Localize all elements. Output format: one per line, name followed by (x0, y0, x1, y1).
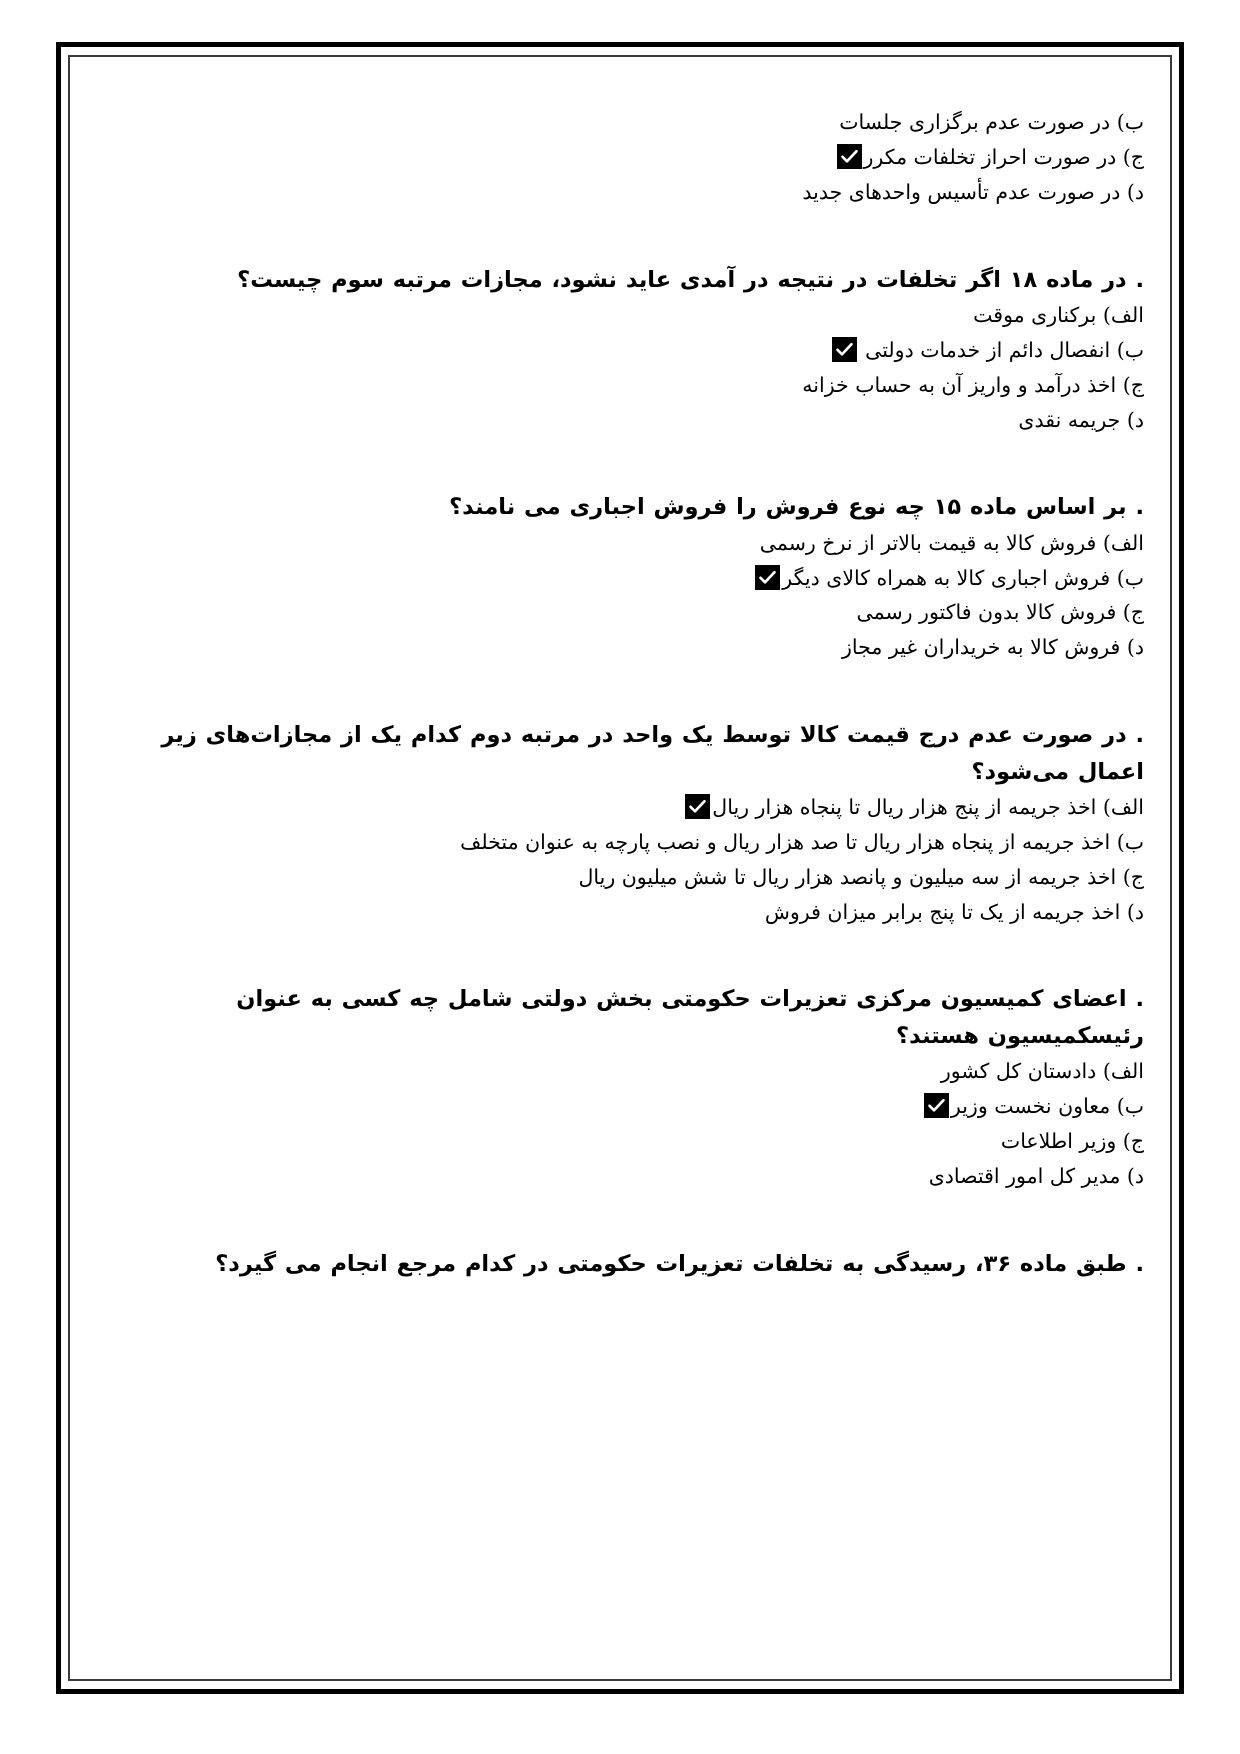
option-row (96, 895, 1144, 930)
option-row (96, 368, 1144, 403)
question-text: . طبق ماده ۳۶، رسیدگی به تخلفات تعزیرات حکومتی در کدام مرجع انجام می گیرد؟ (215, 1250, 1144, 1277)
option-label: الف) دادستان کل کشور (940, 1059, 1144, 1084)
spacer (96, 665, 1144, 717)
option-row (96, 630, 1144, 665)
question-block-q1 (96, 262, 1144, 438)
option-row (96, 105, 1144, 140)
option-label: ج) فروش کالا بدون فاکتور رسمی (856, 600, 1144, 625)
question-text: . اعضای کمیسیون مرکزی تعزیرات حکومتی بخش دولتی شامل چه کسی به عنوان رئیسکمیسیون هستند؟ (236, 986, 1144, 1049)
option-label: ب) در صورت عدم برگزاری جلسات (839, 110, 1144, 134)
question-block-q3 (96, 717, 1144, 929)
check-icon (837, 144, 862, 169)
option-row (96, 140, 1144, 175)
option-row (96, 1124, 1144, 1159)
question-text: . در صورت عدم درج قیمت کالا توسط یک واحد در مرتبه دوم کدام یک از مجازات‌های زیر اعمال می‌شود؟ (161, 722, 1144, 785)
option-label: الف) اخذ جریمه از پنج هزار ریال تا پنجاه هزار ریال (712, 795, 1144, 820)
option-row (96, 595, 1144, 630)
spacer (96, 1194, 1144, 1246)
option-row (96, 1159, 1144, 1194)
option-label: ج) اخذ جریمه از سه میلیون و پانصد هزار ریال تا شش میلیون ریال (578, 864, 1144, 889)
option-label: ب) معاون نخست وزیر (950, 1094, 1144, 1119)
question-block-q5 (96, 1246, 1144, 1282)
option-label: ج) در صورت احراز تخلفات مکرر (863, 144, 1144, 169)
check-icon (755, 565, 780, 590)
option-row (96, 825, 1144, 860)
check-icon (685, 794, 710, 819)
option-label: ب) انفصال دائم از خدمات دولتی (865, 337, 1144, 362)
option-label: د) فروش کالا به خریداران غیر مجاز (841, 635, 1144, 660)
option-row (96, 526, 1144, 561)
spacer (96, 929, 1144, 981)
option-row (96, 175, 1144, 210)
option-row (96, 561, 1144, 596)
option-row (96, 333, 1144, 368)
option-row (96, 860, 1144, 895)
question-text: . بر اساس ماده ۱۵ چه نوع فروش را فروش اجباری می نامند؟ (449, 494, 1144, 521)
option-label: الف) برکناری موقت (973, 302, 1144, 327)
question-block-q2 (96, 489, 1144, 665)
option-label: ج) اخذ درآمد و واریز آن به حساب خزانه (802, 372, 1144, 397)
spacer (96, 210, 1144, 262)
option-label: د) اخذ جریمه از یک تا پنج برابر میزان فروش (764, 899, 1144, 924)
option-label: د) مدیر کل امور اقتصادی (928, 1163, 1144, 1188)
option-row (96, 298, 1144, 333)
option-label: الف) فروش کالا به قیمت بالاتر از نرخ رسمی (759, 530, 1144, 555)
question-text: . در ماده ۱۸ اگر تخلفات در نتیجه در آمدی عاید نشود، مجازات مرتبه سوم چیست؟ (237, 266, 1144, 293)
option-label: ب) اخذ جریمه از پنجاه هزار ریال تا صد هزار ریال و نصب پارچه به عنوان متخلف (460, 829, 1144, 854)
option-label: ب) فروش اجباری کالا به همراه کالای دیگر (782, 565, 1144, 590)
continued-options-block (96, 105, 1144, 210)
check-icon (924, 1093, 949, 1118)
option-label: د) جریمه نقدی (1018, 407, 1144, 432)
spacer (96, 437, 1144, 489)
check-icon (832, 337, 857, 362)
option-row (96, 1054, 1144, 1089)
page-content (96, 105, 1144, 1654)
option-row (96, 403, 1144, 438)
option-label: ج) وزیر اطلاعات (1000, 1128, 1144, 1153)
option-label: د) در صورت عدم تأسیس واحدهای جدید (802, 179, 1144, 204)
question-block-q4 (96, 981, 1144, 1193)
option-row (96, 790, 1144, 825)
option-row (96, 1089, 1144, 1124)
